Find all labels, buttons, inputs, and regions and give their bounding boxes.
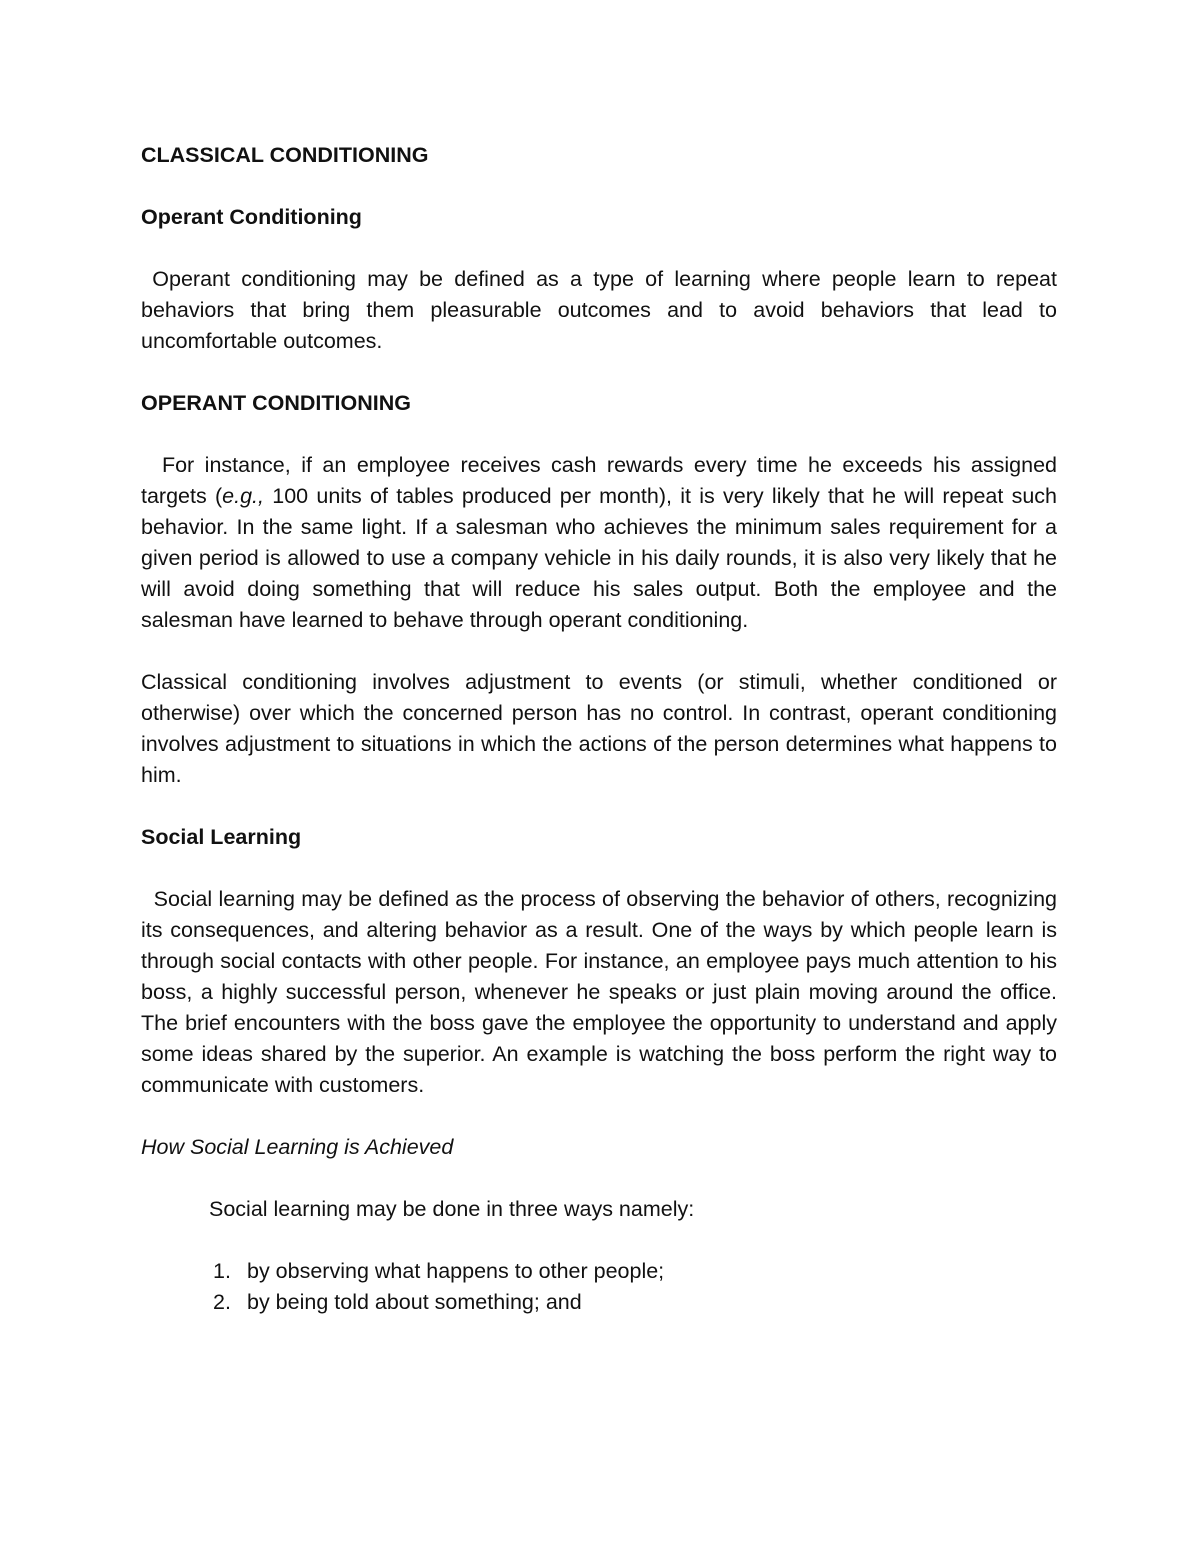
- social-learning-paragraph: Social learning may be defined as the process of observing the behavior of others, recognizing its consequences, and altering behavior as a result. One of the ways by which people learn is through social contacts with other people. For instance, an employee pays much attention to his boss, a highly successful person, whenever he speaks or just plain moving around the office. The brief encounters with the boss gave the employee the opportunity to understand and apply some ideas shared by the superior. An example is watching the boss perform the right way to communicate with customers.: [141, 887, 1063, 1097]
- list-item-text: by observing what happens to other people;: [247, 1259, 665, 1283]
- operant-example-text-2: 100 units of tables produced per month), it is very likely that he will repeat such behavior. In the same light. If a salesman who achieves the minimum sales requirement for a given period is allowed to use a company vehicle in his daily rounds, it is also very likely that he will avoid doing something that will reduce his sales output. Both the employee and the salesman have learned to behave through operant conditioning.: [141, 484, 1063, 632]
- operant-example-text-1: For instance, if an employee receives cash rewards every time he exceeds his assigned targets (: [141, 453, 1063, 508]
- document-title: CLASSICAL CONDITIONING: [141, 143, 429, 167]
- subheading-how-social-learning-achieved: How Social Learning is Achieved: [141, 1135, 454, 1159]
- classical-vs-operant-paragraph: Classical conditioning involves adjustment to events (or stimuli, whether conditioned or otherwise) over which the concerned person has no control. In contrast, operant conditioning involves adjustment to situations in which the actions of the person determines what happens to him.: [141, 670, 1057, 787]
- section-heading-operant-conditioning: Operant Conditioning: [141, 205, 362, 229]
- social-learning-intro: Social learning may be done in three ways namely:: [209, 1197, 695, 1221]
- section-heading-social-learning: Social Learning: [141, 825, 302, 849]
- social-learning-ways-list: [141, 1256, 1057, 1318]
- list-item-text: by being told about something; and: [247, 1290, 582, 1314]
- operant-example-paragraph: [141, 450, 1063, 636]
- list-item-number: 1.: [213, 1259, 231, 1283]
- document-page: [141, 140, 1063, 1318]
- list-item-number: 2.: [213, 1290, 231, 1314]
- list-item: [141, 1256, 1057, 1287]
- list-item: [141, 1287, 1057, 1318]
- section-heading-operant-conditioning-caps: OPERANT CONDITIONING: [141, 391, 411, 415]
- operant-definition-paragraph: Operant conditioning may be defined as a type of learning where people learn to repeat behaviors that bring them pleasurable outcomes and to avoid behaviors that lead to uncomfortable outcomes.: [141, 267, 1063, 353]
- eg-abbreviation: e.g.,: [222, 484, 264, 508]
